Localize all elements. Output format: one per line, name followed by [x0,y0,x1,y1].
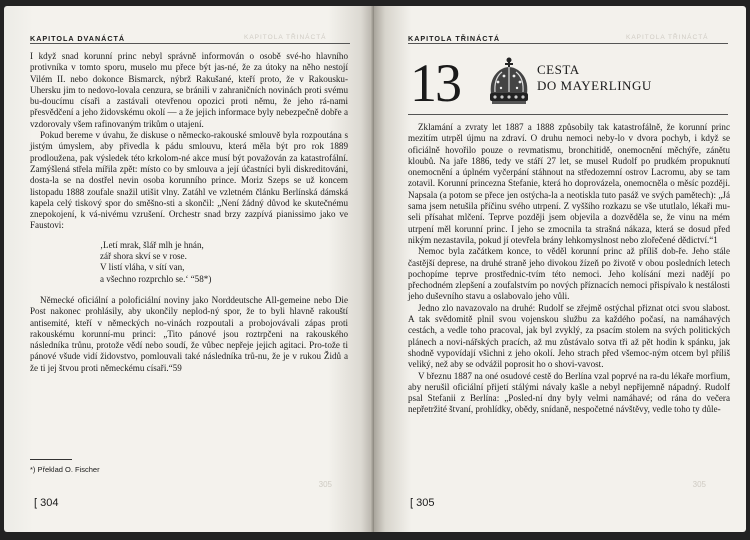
paragraph: V březnu 1887 na oné osudové cestě do Berlína vzal poprvé na ra-du lékaře morfium, aby nerušil oficiální přijetí stálými návaly kašle a nebyl nepřijemně nápadný. Rudolf psal Stefanii z Berlína: „Posled-ní dny byly velmi namáhavé; od rána do večera nepřetržité štvaní, prohlídky, obědy, snídaně, nespočetné návštěvy, vedle toho ty důle- [408,370,730,415]
poem-line: ‚Letí mrak, šlář mlh je hnán, [100,239,204,250]
right-page [374,6,746,532]
ghost-page-number-left: 305 [318,480,332,489]
poem-line: a všechno rozprchlo se.‘ “58*) [100,273,212,284]
paragraph: Pokud bereme v úvahu, že diskuse o německo-rakouské smlouvě byla rozpoutána s jistým úmyslem, aby přivedla k pádu smlouvu, která měla být pro rok 1889 prodloužena, pak výsledek této krkolom-né akce musí být považován za katastrofální. Zamýšlená střela mířila zpět: místo co by smlouva a její účastníci byli diskreditováni, dosta-la se na dostřel nevin osoba korunního prince. Moriz Szeps se už koncem listopadu 1888 zoufale snažil utišit vlny. Zatáhl ve vzletném článku Berlínská dámská kapela celý tiskový spor do směšno-sti a skončil: „Není žádný důvod ke skutečnému znepokojení, k vá-nivému vzrušení. Orchestr snad brzy zazpívá pianissimo jako ve Faustovi: [30,130,348,231]
ghost-head-left: KAPITOLA TŘINÁCTÁ [244,34,327,41]
paragraph: I když snad korunní princ nebyl správně informován o osobě své-ho hlavního protivníka v tomto sporu, muselo mu přece být jas-né, že za útoky na něho nestojí Vilém II. nebo dokonce Bismarck, nýbrž Rakušané, kteří proto, že v Rakousku-Uhersku jim to nedovo-lovala cenzura, se bránili v zahraničních novinách proti svému bu-doucímu císaři a zastávali otevřenou opozici proti němu, že jeho rá-nami přesvědčení a jeho židovskému okolí — a že jejich informace byly nebezpečně dobře a vzdorovaly všem rafinovaným trikům o utajení. [30,51,348,129]
chapter-title-line: DO MAYERLINGU [537,78,652,93]
paragraph: Nemoc byla začátkem konce, to věděl korunní princ až příliš dob-ře. Jeho stále častější deprese, na druhé straně jeho divokou žízeň po životě v obou posledních letech pochopíme teprve prostřednic-tvím této nemoci. Jeho kolísání mezi nadějí po přechodném zlepšení a zoufalstvím po nových příznacích nemoci přispívalo k nestálosti jeho duševního stavu a oslabovalo jeho vůli. [408,246,730,302]
paragraph: Jedno zlo navazovalo na druhé: Rudolf se zřejmě ostýchal přiznat otci svou slabost. A tak svědomitě plnil svou vojenskou službu za každého počasí, na namáhavých cestách, a vedle toho pracoval, jak byl zvyklý, za psacím stolem na svých politických plánech a novi-nářských pracích, až mu zůstávalo sotva tři až pět hodin k spánku, jak shodně vypovídají všichni z jeho okolí. Jeho strach před všemoc-ným otcem byl příliš veliký, než aby se odvážil poprosit ho o shovi-vavost. [408,302,730,370]
ghost-head-right: KAPITOLA TŘINÁCTÁ [626,34,709,41]
crown-icon [486,56,532,108]
chapter-number: 13 [410,53,460,113]
poem-line: zář shora skví se v rose. [100,251,187,262]
left-page [4,6,372,532]
left-body-text [30,51,348,374]
right-body-text [408,122,730,416]
chapter-rule [408,114,728,115]
page-number-left: [ 304 [34,497,59,509]
open-book [4,6,746,534]
paragraph: Zklamání a zvraty let 1887 a 1888 způsobily tak katastrofálně, že korunní princ mezitím utrpěl újmu na zdraví. O druhu nemoci neby-lo v dvora pochyb, i když se oficiálně hovořilo pouze o revmatismu, bronchitidě, onemocnění měchýře, zánětu kloubů. Na jaře 1886, tedy ve stáří 27 let, se musel Rudolf po prudkém propuknutí onemocnění a úplném vyčerpání stáhnout na středozemní ostrov Lacromu, aby se tam zotavil. Korunní princezna Stefanie, která ho doprovázela, onemocněla o měsíc později. Napsala (a potom se přece jen ostýcha-la a neotiskla tuto pasáž ve svých pamětech): „Já sama jsem netušila příčinu svého utrpení. Z vyššího rozkazu se vše ututlalo, lékaři mu-seli přísahat mlčení. Teprve později jsem objevila a dozvěděla se, že vinu na mém utrpení měl korunní princ. I jeho se zmocnila ta strašná nákaza, která se dosud před nikým nezastavila, pokud jí otevřela brány lehkomyslnost nebo zlořečené dědictví.“1 [408,122,730,245]
running-head-left: KAPITOLA DVANÁCTÁ [30,34,126,43]
chapter-title [537,62,652,94]
running-head-right: KAPITOLA TŘINÁCTÁ [408,34,501,43]
footnote: *) Překlad O. Fischer [30,465,100,474]
footnote-rule [30,459,72,460]
chapter-title-line: CESTA [537,62,580,77]
header-rule-right [408,43,728,44]
page-number-right: [ 305 [410,497,435,509]
poem-quote [100,240,348,285]
ghost-page-number-right: 305 [692,480,706,489]
poem-line: V listí vláha, v sítí van, [100,262,185,273]
header-rule-left [30,43,350,44]
paragraph: Německé oficiální a poloficiální noviny jako Norddeutsche All-gemeine nebo Die Post nakonec prohlásily, aby ukončily neplod-ný spor, že to byli hlavně rakouští antisemité, kteří v německých no-vinách rozpoutali a probojovávali zápas proti rakouskému korunní-mu princi: „Tito pánové jsou roztrpčeni na rakouského následníka trůnu, protože vědí nebo soudí, že vůbec nepřeje jejich agitaci. Pro-tože ti pánové všude vidí židovstvo, pomlouvali také následníka trů-nu, že je v rukou Židů a že ti jej štvou proti německému císaři.“59 [30,294,348,373]
